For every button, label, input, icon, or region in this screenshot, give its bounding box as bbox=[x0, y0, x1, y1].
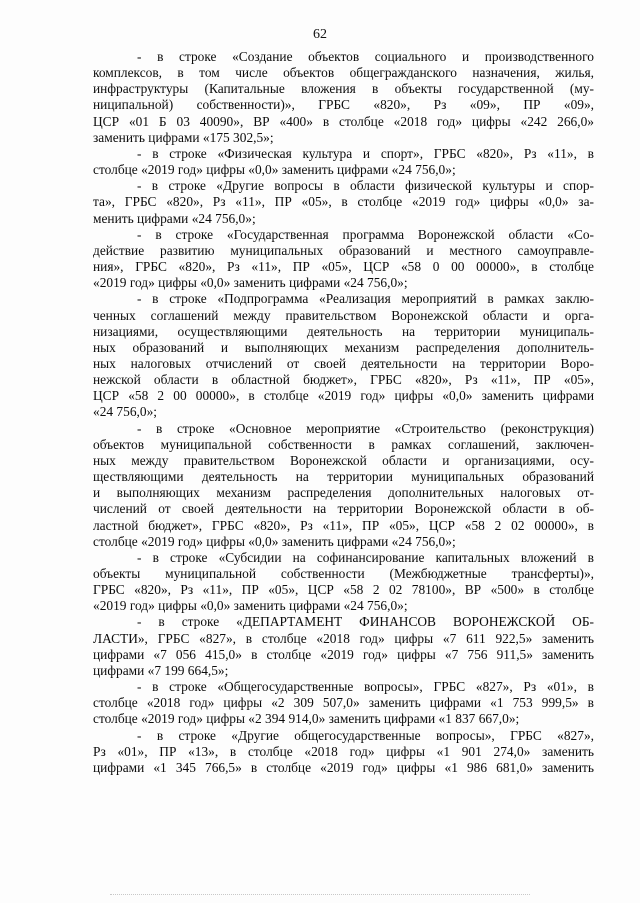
paragraph bbox=[93, 728, 594, 776]
text-line: - в строке «Создание объектов социального и производственного bbox=[137, 49, 594, 64]
paragraph bbox=[93, 614, 594, 679]
scan-edge-artifact bbox=[110, 892, 530, 895]
text-line: Рз «01», ПР «13», в столбце «2018 год» цифры «1 901 274,0» заменить bbox=[93, 743, 594, 759]
paragraph bbox=[93, 291, 594, 420]
text-line: комплексов, в том числе объектов общегражданского назначения, жилья, bbox=[93, 65, 594, 81]
paragraph bbox=[93, 550, 594, 615]
text-line: ных налоговых отчислений от своей деятельности на территории Воро- bbox=[93, 355, 594, 371]
text-line: ных между правительством Воронежской области и организациями, осу- bbox=[93, 452, 594, 468]
text-line: цифрами «1 345 766,5» в столбце «2019 год» цифры «1 986 681,0» заменить bbox=[93, 759, 594, 775]
text-line: столбце «2019 год» цифры «2 394 914,0» заменить цифрами «1 837 667,0»; bbox=[93, 711, 520, 727]
text-line: действие развитию муниципальных образований и местного самоуправле- bbox=[93, 242, 594, 258]
text-line: менить цифрами «24 756,0»; bbox=[93, 210, 256, 226]
text-line: ния», ГРБС «820», Рз «11», ПР «05», ЦСР «58 0 00 00000», в столбце bbox=[93, 259, 594, 275]
text-line: - в строке «ДЕПАРТАМЕНТ ФИНАНСОВ ВОРОНЕЖСКОЙ ОБ- bbox=[137, 614, 594, 630]
text-line: и выполняющих механизм распределения дополнительных налоговых от- bbox=[93, 485, 594, 501]
paragraph bbox=[93, 421, 594, 550]
text-line: нежской области в областной бюджет», ГРБС «820», Рз «11», ПР «05», bbox=[93, 372, 594, 388]
text-line: - в строке «Основное мероприятие «Строительство (реконструкция) bbox=[137, 420, 594, 436]
text-line: числений от своей деятельности на территории Воронежской области в об- bbox=[93, 501, 594, 517]
page-number: 62 bbox=[313, 27, 327, 42]
text-line: столбце «2019 год» цифры «0,0» заменить цифрами «24 756,0»; bbox=[93, 533, 456, 549]
paragraph bbox=[93, 49, 594, 146]
text-line: объекты муниципальной собственности (Межбюджетные трансферты)», bbox=[93, 566, 594, 581]
paragraph bbox=[93, 146, 594, 178]
text-line: цифрами «7 199 664,5»; bbox=[93, 662, 229, 678]
text-line: - в строке «Общегосударственные вопросы», ГРБС «827», Рз «01», в bbox=[137, 679, 594, 695]
text-line: ГРБС «820», Рз «11», ПР «05», ЦСР «58 2 02 78100», ВР «500» в столбце bbox=[93, 582, 594, 598]
document-body bbox=[93, 49, 594, 776]
text-line: «24 756,0»; bbox=[93, 404, 157, 420]
paragraph bbox=[93, 679, 594, 727]
text-line: - в строке «Другие вопросы в области физической культуры и спор- bbox=[137, 178, 594, 194]
text-line: ластной бюджет», ГРБС «820», Рз «11», ПР «05», ЦСР «58 2 02 00000», в bbox=[93, 517, 594, 533]
text-line: - в строке «Физическая культура и спорт», ГРБС «820», Рз «11», в bbox=[137, 145, 594, 161]
paragraph bbox=[93, 178, 594, 226]
text-line: - в строке «Государственная программа Воронежской области «Со- bbox=[137, 226, 594, 242]
text-line: объектов муниципальной собственности в рамках соглашений, заключен- bbox=[93, 436, 594, 452]
text-line: ЛАСТИ», ГРБС «827», в столбце «2018 год» цифры «7 611 922,5» заменить bbox=[93, 630, 594, 646]
text-line: ЦСР «58 2 00 00000», в столбце «2019 год» цифры «0,0» заменить цифрами bbox=[93, 388, 594, 404]
text-line: - в строке «Подпрограмма «Реализация мероприятий в рамках заклю- bbox=[137, 291, 594, 307]
text-line: инфраструктуры (Капитальные вложения в объекты государственной (му- bbox=[93, 81, 594, 97]
text-line: - в строке «Другие общегосударственные вопросы», ГРБС «827», bbox=[137, 727, 594, 743]
text-line: ниципальной) собственности)», ГРБС «820», Рз «09», ПР «09», bbox=[93, 97, 594, 113]
text-line: низациями, осуществляющими деятельность на территории муниципаль- bbox=[93, 323, 594, 339]
text-line: «2019 год» цифры «0,0» заменить цифрами «24 756,0»; bbox=[93, 275, 408, 291]
text-line: столбце «2019 год» цифры «0,0» заменить цифрами «24 756,0»; bbox=[93, 162, 456, 178]
text-line: цифрами «7 056 415,0» в столбце «2019 год» цифры «7 756 911,5» заменить bbox=[93, 646, 594, 662]
text-line: ченных соглашений между правительством Воронежской области и орга- bbox=[93, 307, 594, 323]
text-line: та», ГРБС «820», Рз «11», ПР «05», в столбце «2019 год» цифры «0,0» за- bbox=[93, 194, 594, 210]
paragraph bbox=[93, 227, 594, 292]
text-line: ЦСР «01 Б 03 40090», ВР «400» в столбце «2018 год» цифры «242 266,0» bbox=[93, 113, 594, 129]
text-line: заменить цифрами «175 302,5»; bbox=[93, 129, 274, 145]
text-line: ществляющими деятельность на территории муниципальных образований bbox=[93, 469, 594, 485]
text-line: «2019 год» цифры «0,0» заменить цифрами «24 756,0»; bbox=[93, 598, 408, 614]
text-line: - в строке «Субсидии на софинансирование капитальных вложений в bbox=[137, 549, 594, 565]
text-line: столбце «2018 год» цифры «2 309 507,0» заменить цифрами «1 753 999,5» в bbox=[93, 695, 594, 711]
text-line: ных образований и выполняющих механизм распределения дополнитель- bbox=[93, 339, 594, 355]
